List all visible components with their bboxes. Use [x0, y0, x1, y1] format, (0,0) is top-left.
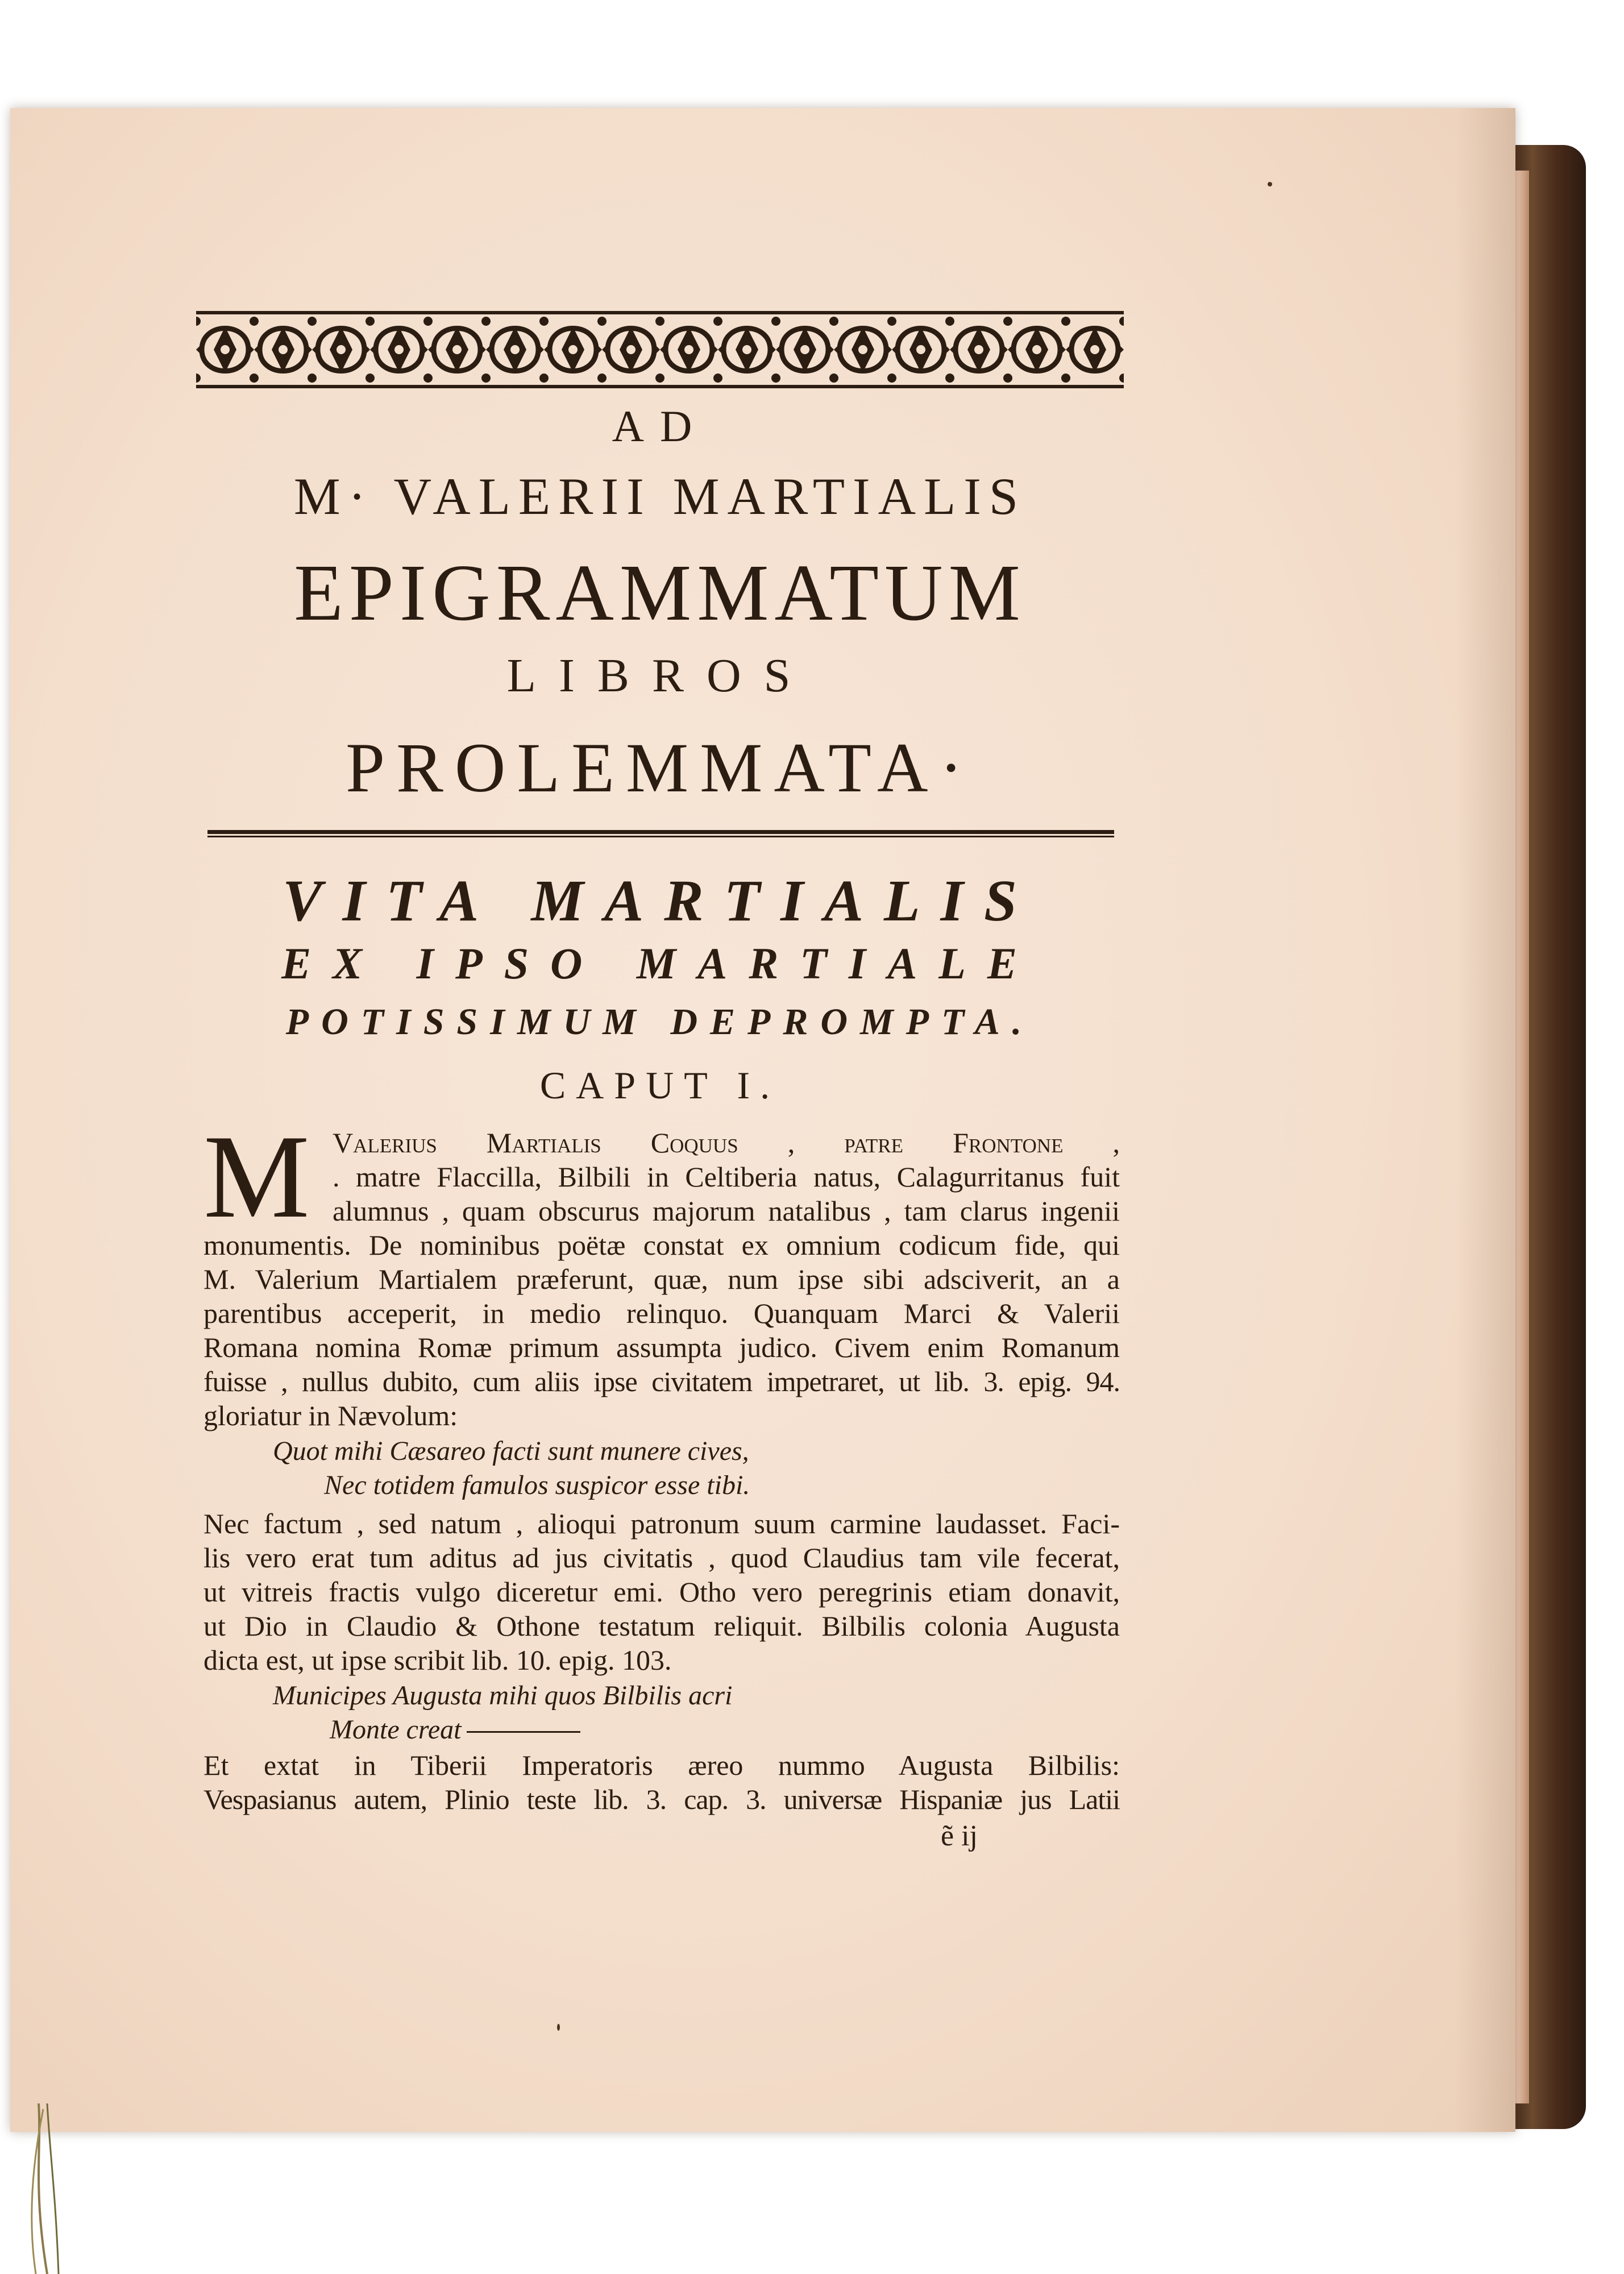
body-line: M. Valerium Martialem præferunt, quæ, num ipse sibi adsciverit, an a: [203, 1263, 1120, 1295]
verse-quote-line: Municipes Augusta mihi quos Bilbilis acri: [273, 1680, 733, 1711]
signature-mark: ẽ ij: [941, 1820, 978, 1852]
section-heading-vita: VITA MARTIALIS: [283, 868, 1037, 933]
verse-quote-line: Quot mihi Cæsareo facti sunt munere cives,: [273, 1436, 749, 1466]
body-line: Nec factum , sed natum , alioqui patronum suum carmine laudasset. Faci-: [203, 1508, 1120, 1539]
body-line: alumnus , quam obscurus majorum natalibus , tam clarus ingenii: [333, 1195, 1120, 1227]
section-subheading-ex: EX IPSO MARTIALE: [281, 939, 1039, 988]
title-author: M· VALERII MARTIALIS: [293, 467, 1027, 525]
double-rule-divider: [207, 830, 1114, 837]
paper-speck: [1268, 182, 1272, 186]
body-line: gloriatur in Nævolum:: [203, 1400, 458, 1431]
paper-speck: [557, 2024, 560, 2031]
drop-cap-initial: M: [203, 1111, 310, 1243]
chapter-heading: CAPUT I.: [539, 1064, 780, 1107]
body-line: dicta est, ut ipse scribit lib. 10. epig. 103.: [203, 1644, 672, 1676]
body-line: parentibus acceperit, in medio relinquo. Quanquam Marci & Valerii: [203, 1297, 1120, 1329]
verse-quote-line: [330, 1714, 580, 1745]
title-prolemmata: PROLEMMATA·: [346, 729, 974, 807]
body-line: fuisse , nullus dubito, cum aliis ipse civitatem impetraret, ut lib. 3. epig. 94.: [203, 1366, 1120, 1397]
bookmark-threads: [16, 2103, 84, 2274]
title-work: EPIGRAMMATUM: [294, 547, 1026, 637]
body-line: . matre Flaccilla, Bilbili in Celtiberia natus, Calagurritanus fuit: [333, 1161, 1120, 1193]
body-line: ut vitreis fractis vulgo diceretur emi. Otho vero peregrinis etiam donavit,: [203, 1576, 1120, 1608]
body-line: Et extat in Tiberii Imperatoris æreo nummo Augusta Bilbilis:: [203, 1749, 1120, 1781]
verse-quote-text: Monte creat: [330, 1715, 462, 1745]
body-line: ut Dio in Claudio & Othone testatum reliquit. Bilbilis colonia Augusta: [203, 1610, 1120, 1642]
body-line: monumentis. De nominibus poëtæ constat ex omnium codicum fide, qui: [203, 1229, 1120, 1261]
title-ad: AD: [612, 401, 708, 451]
verse-continuation-dash: [467, 1731, 580, 1733]
ornamental-border: [196, 310, 1124, 389]
body-line: lis vero erat tum aditus ad jus civitatis , quod Claudius tam vile fecerat,: [203, 1542, 1120, 1574]
section-subheading-potissimum: POTISSIMUM DEPROMPTA.: [285, 1001, 1035, 1043]
body-line: Romana nomina Romæ primum assumpta judico. Civem enim Romanum: [203, 1331, 1120, 1363]
verse-quote-line: Nec totidem famulos suspicor esse tibi.: [324, 1470, 750, 1500]
page-gutter-shadow: [1455, 108, 1515, 2132]
body-line: Valerius Martialis Coquus , patre Frontone ,: [333, 1127, 1120, 1159]
body-line: Vespasianus autem, Plinio teste lib. 3. cap. 3. universæ Hispaniæ jus Latii: [203, 1783, 1120, 1815]
title-libros: LIBROS: [506, 649, 813, 702]
